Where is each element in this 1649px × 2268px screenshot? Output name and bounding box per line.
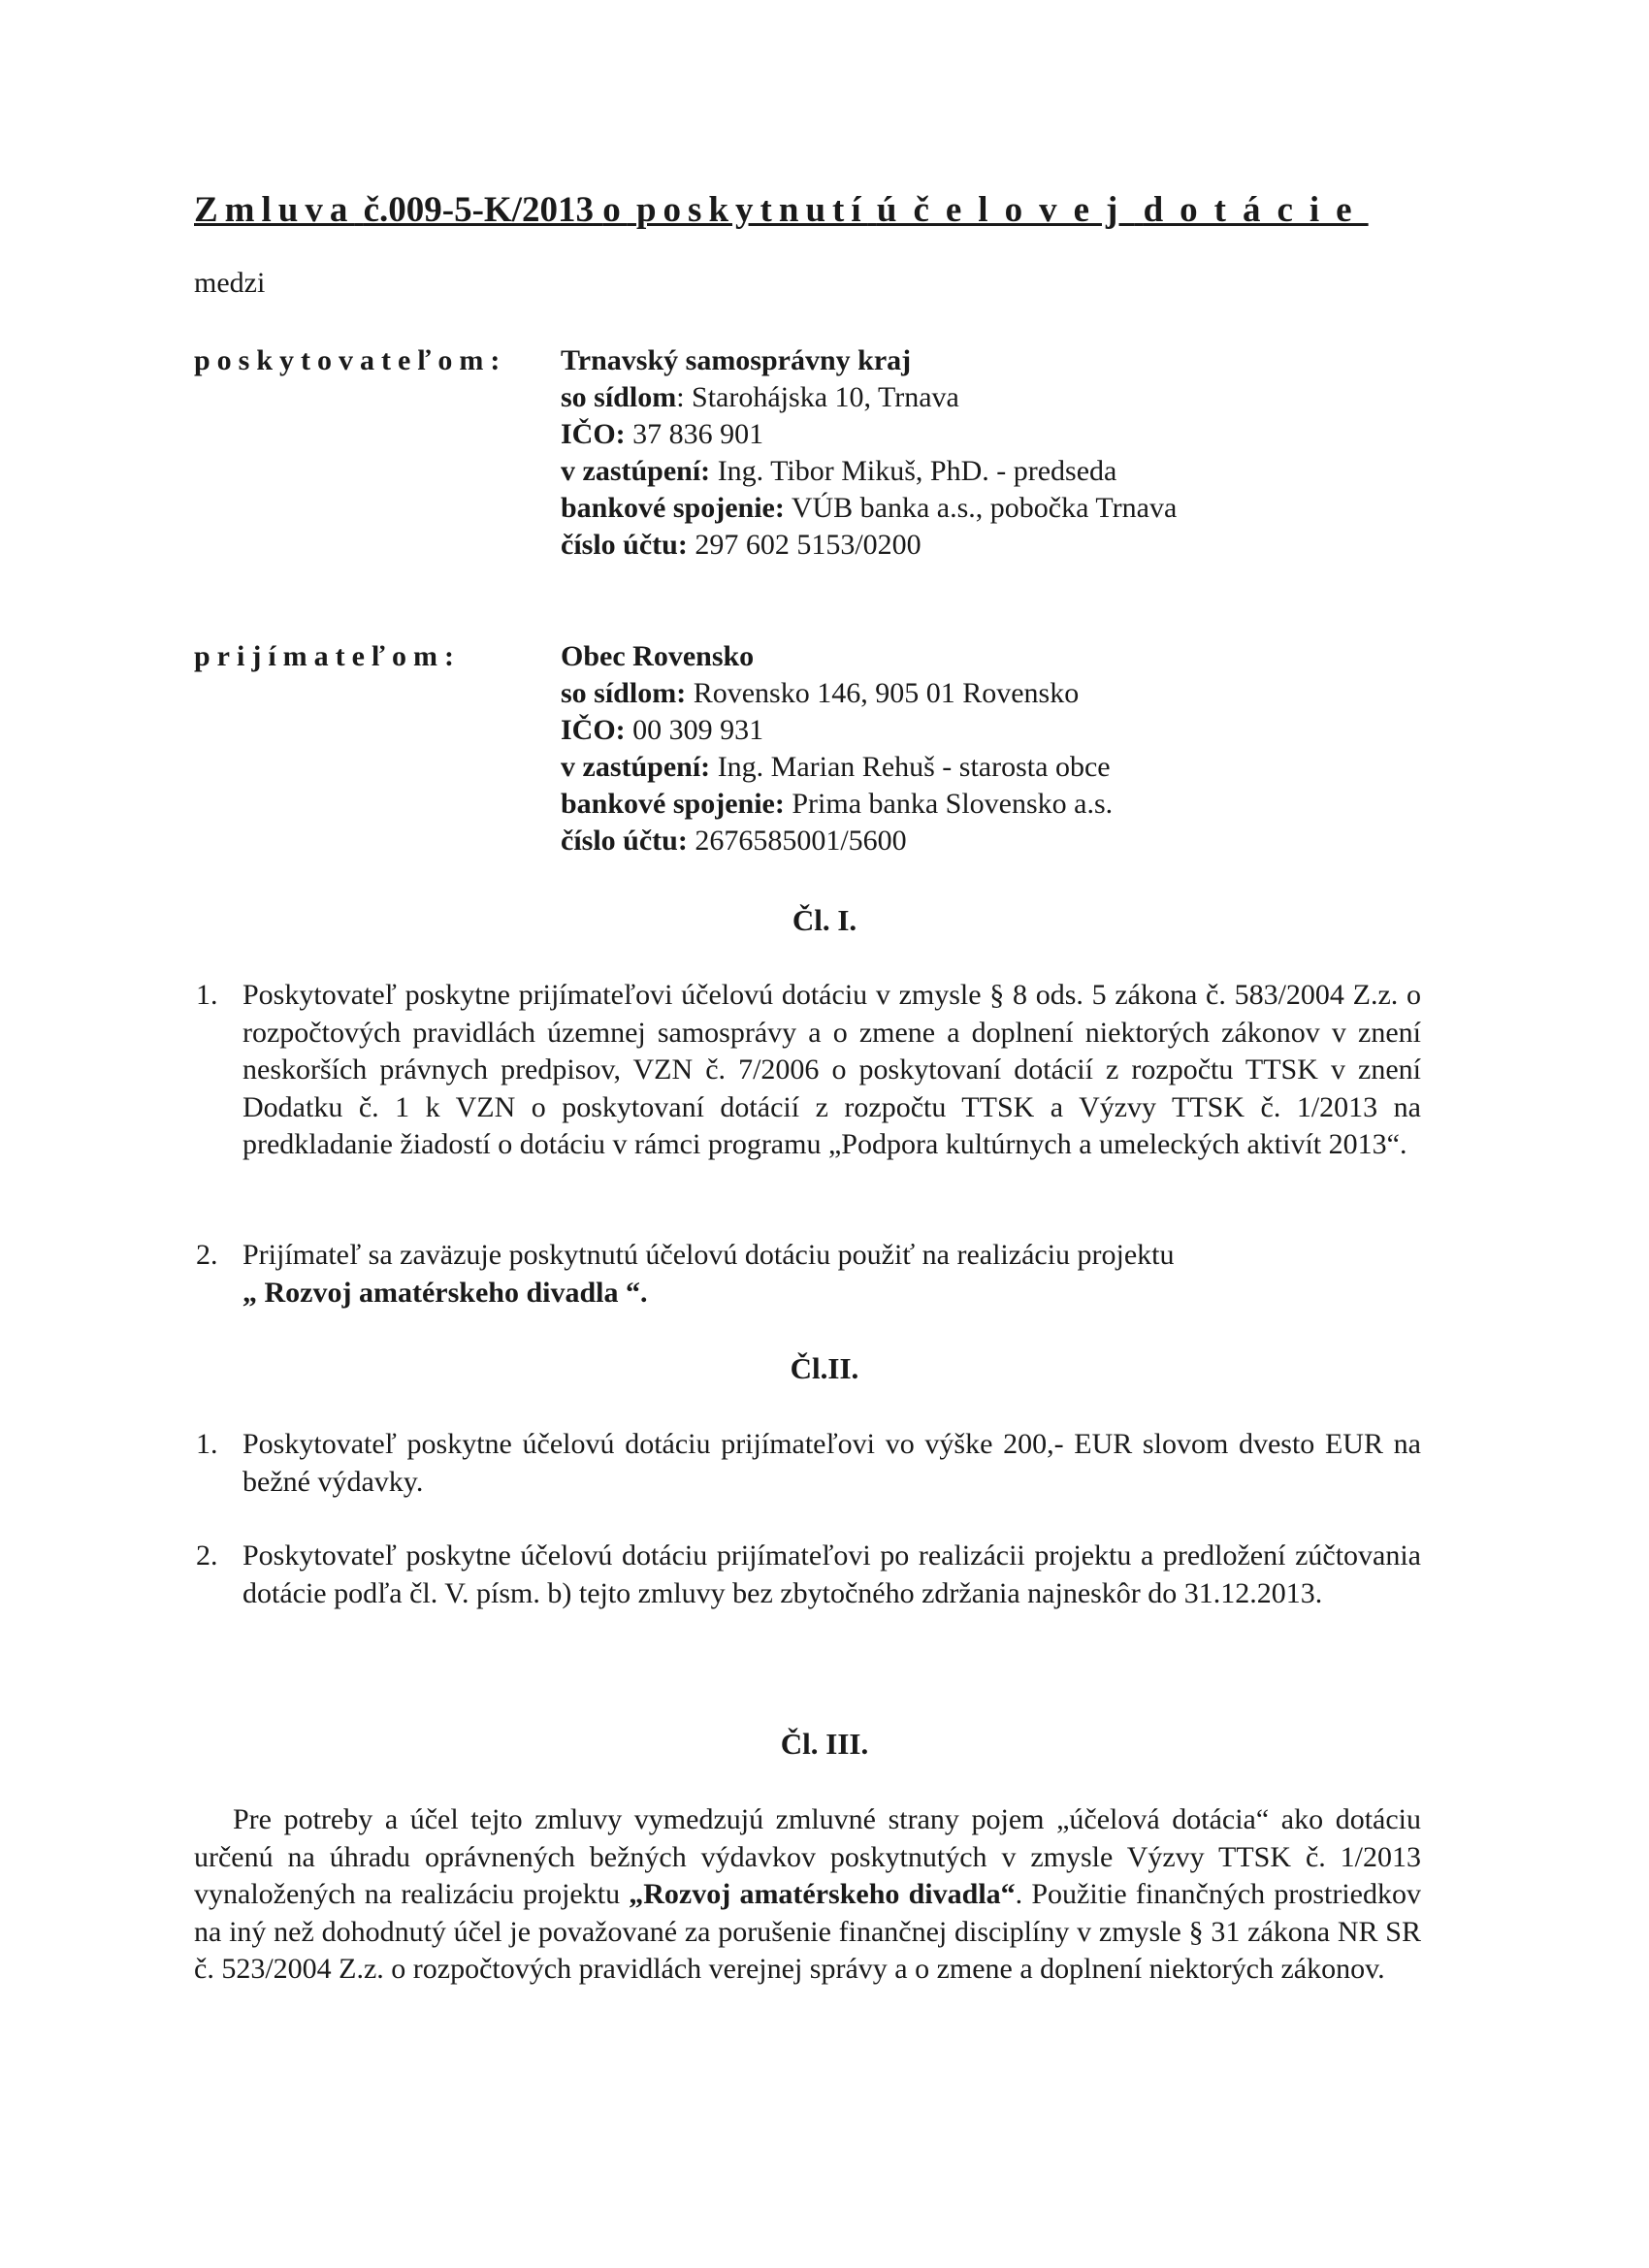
title-word-ucelovej: účelovej	[876, 190, 1135, 230]
recipient-details	[561, 638, 1113, 859]
provider-seat-label: so sídlom	[561, 381, 677, 413]
provider-details	[561, 342, 1177, 564]
recipient-account	[561, 823, 1113, 859]
recipient-bank-value: Prima banka Slovensko a.s.	[784, 788, 1114, 820]
recipient-representative	[561, 749, 1113, 786]
article-2-item-2-number: 2.	[196, 1539, 218, 1571]
title-word-dotacie: dotácie	[1143, 190, 1369, 230]
recipient-rep-label: v zastúpení:	[561, 751, 711, 783]
article-1-project-name: „ Rozvoj amatérskeho divadla “.	[242, 1276, 648, 1309]
article-1-item-1-text: Poskytovateľ poskytne prijímateľovi účelovú dotáciu v zmysle § 8 ods. 5 zákona č. 583/2004 Z.z. o rozpočtových pravidlách územnej samosprávy a o zmene a doplnení niektorých zákonov v znení neskorších právnych predpisov, VZN č. 7/2006 o poskytovaní dotácií z rozpočtu TTSK v znení Dodatku č. 1 k VZN o poskytovaní dotácií z rozpočtu TTSK a Výzvy TTSK č. 1/2013 na predkladanie žiadostí o dotáciu v rámci programu „Podpora kultúrnych a umeleckých aktivít 2013“.	[242, 979, 1421, 1160]
recipient-bank	[561, 786, 1113, 823]
article-2-item-2-text: Poskytovateľ poskytne účelovú dotáciu prijímateľovi po realizácii projektu a predložení zúčtovania dotácie podľa čl. V. písm. b) tejto zmluvy bez zbytočného zdržania najneskôr do 31.12.2013.	[242, 1539, 1421, 1609]
article-1-item-1	[196, 977, 1421, 1164]
recipient-ico	[561, 712, 1113, 749]
article-2-item-1-number: 1.	[196, 1428, 218, 1460]
article-1-item-2-number: 2.	[196, 1239, 218, 1271]
title-word-poskytnuti: poskytnutí	[635, 190, 868, 230]
article-3-heading: Čl. III.	[780, 1727, 869, 1761]
provider-bank-value: VÚB banka a.s., pobočka Trnava	[784, 492, 1178, 524]
article-2-heading: Čl.II.	[790, 1351, 859, 1385]
provider-ico	[561, 416, 1177, 453]
article-1-heading: Čl. I.	[792, 903, 857, 937]
recipient-seat-value: Rovensko 146, 905 01 Rovensko	[686, 677, 1080, 709]
recipient-label: prijímateľom:	[194, 640, 461, 672]
recipient-bank-label: bankové spojenie:	[561, 788, 785, 820]
provider-seat	[561, 379, 1177, 416]
article-3-paragraph	[194, 1801, 1421, 1989]
provider-ico-value: 37 836 901	[625, 418, 764, 450]
article-2-item-1	[196, 1426, 1421, 1501]
article-2-item-2	[196, 1538, 1421, 1612]
provider-acct-value: 297 602 5153/0200	[687, 529, 922, 561]
article-3-text-start: Pre potreby a účel tejto zmluvy vymedzujú zmluvné strany pojem „účelová dotácia“ ako dotáciu určenú na úhradu oprávnených bežných výdavkov poskytnutých v zmysle Výzvy TTSK č. 1/2013 vynaložených na realizáciu projektu	[194, 1803, 1421, 1910]
provider-seat-value: : Starohájska 10, Trnava	[676, 381, 959, 413]
provider-name: Trnavský samosprávny kraj	[561, 344, 912, 376]
provider-bank-label: bankové spojenie:	[561, 492, 785, 524]
recipient-ico-value: 00 309 931	[625, 714, 764, 746]
recipient-acct-value: 2676585001/5600	[687, 825, 907, 857]
provider-label: poskytovateľom:	[194, 344, 507, 376]
provider-account	[561, 527, 1177, 564]
provider-acct-label: číslo účtu:	[561, 529, 688, 561]
intro-text: medzi	[194, 267, 266, 299]
recipient-rep-value: Ing. Marian Rehuš - starosta obce	[710, 751, 1111, 783]
title-word-zmluva: Zmluva	[194, 190, 355, 230]
recipient-seat-label: so sídlom:	[561, 677, 687, 709]
article-1-item-2-text: Prijímateľ sa zaväzuje poskytnutú účelovú dotáciu použiť na realizáciu projektu	[242, 1239, 1175, 1271]
recipient-ico-label: IČO:	[561, 714, 626, 746]
recipient-acct-label: číslo účtu:	[561, 825, 688, 857]
article-1-item-2	[196, 1237, 1421, 1312]
title-contract-number: č.009-5-K/2013	[363, 190, 594, 230]
article-3-project-name: „Rozvoj amatérskeho divadla“	[629, 1878, 1016, 1910]
title-word-o: o	[602, 190, 628, 230]
article-2-item-1-text: Poskytovateľ poskytne účelovú dotáciu prijímateľovi vo výške 200,- EUR slovom dvesto EUR na bežné výdavky.	[242, 1428, 1421, 1498]
document-title	[194, 189, 1416, 231]
provider-bank	[561, 490, 1177, 527]
provider-ico-label: IČO:	[561, 418, 626, 450]
provider-rep-label: v zastúpení:	[561, 455, 711, 487]
article-3-text-end: . Použitie finančných prostriedkov na iný než dohodnutý účel je považované za porušenie finančnej disciplíny v zmysle § 31 zákona NR SR č. 523/2004 Z.z. o rozpočtových pravidlách verejnej správy a o zmene a doplnení niektorých zákonov.	[194, 1878, 1421, 1985]
article-1-item-1-number: 1.	[196, 979, 218, 1011]
provider-representative	[561, 453, 1177, 490]
provider-rep-value: Ing. Tibor Mikuš, PhD. - predseda	[710, 455, 1117, 487]
recipient-seat	[561, 675, 1113, 712]
recipient-name: Obec Rovensko	[561, 640, 755, 672]
